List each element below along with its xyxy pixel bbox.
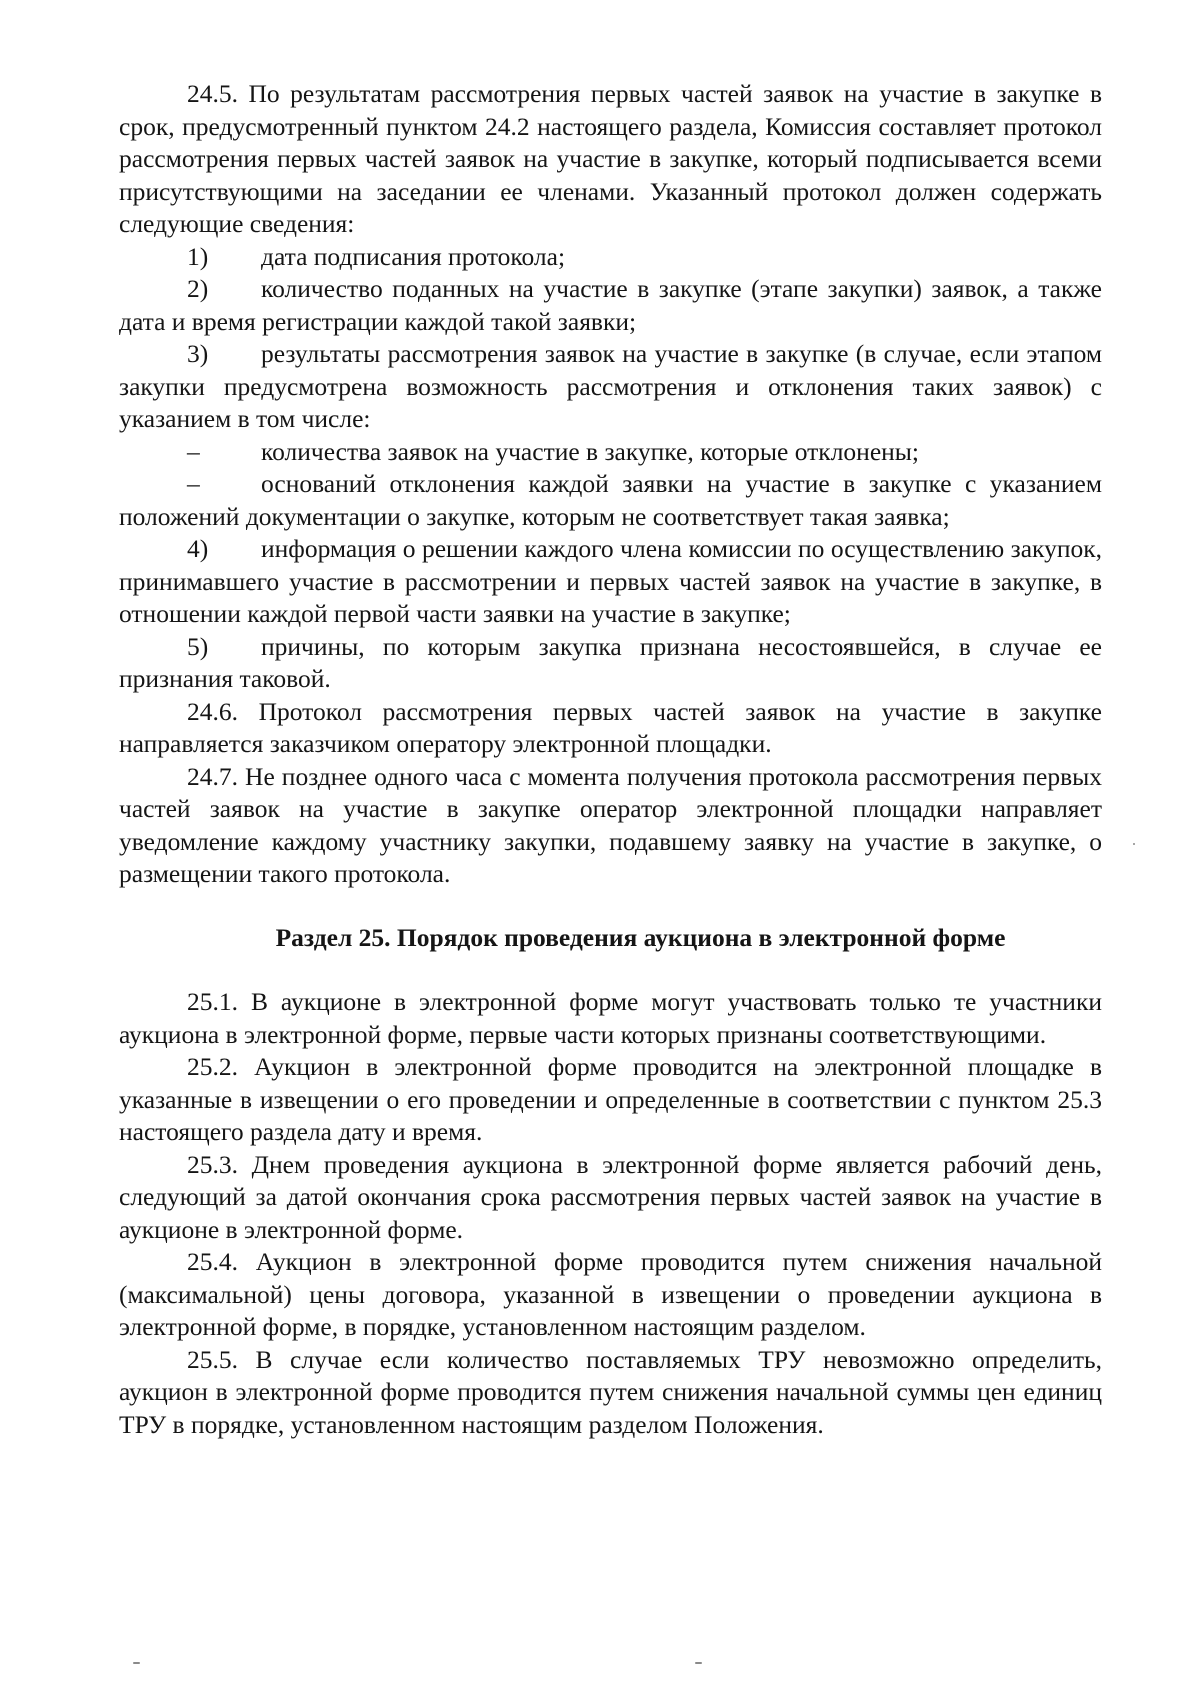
list-marker: 2)	[187, 274, 209, 303]
list-item	[119, 631, 1102, 696]
list-item-text: количество поданных на участие в закупке (этапе закупки) заявок, а также дата и время регистрации каждой такой заявки;	[119, 274, 1102, 336]
list-item-text: результаты рассмотрения заявок на участие в закупке (в случае, если этапом закупки предусмотрена возможность рассмотрения и отклонения таких заявок) с указанием в том числе:	[119, 339, 1102, 433]
paragraph-25-4: 25.4. Аукцион в электронной форме проводится путем снижения начальной (максимальной) цены договора, указанной в извещении о проведении аукциона в электронной форме, в порядке, установленном настоящим разделом.	[119, 1247, 1102, 1341]
list-marker: 1)	[187, 241, 209, 271]
list-item-text: информация о решении каждого члена комиссии по осуществлению закупок, принимавшего участие в рассмотрении и первых частей заявок на участие в закупке, в отношении каждой первой части заявки на участие в закупке;	[119, 534, 1102, 628]
paragraph-24-5: 24.5. По результатам рассмотрения первых частей заявок на участие в закупке в срок, предусмотренный пунктом 24.2 настоящего раздела, Комиссия составляет протокол рассмотрения первых частей заявок на участие в закупке, который подписывается всеми присутствующими на заседании ее членами. Указанный протокол должен содержать следующие сведения:	[119, 79, 1102, 238]
scan-speck	[1133, 843, 1135, 845]
list-item	[119, 338, 1102, 436]
section-title: Раздел 25. Порядок проведения аукциона в электронной форме	[275, 922, 1006, 952]
list-item-text: количества заявок на участие в закупке, которые отклонены;	[261, 436, 919, 466]
list-marker: –	[187, 436, 200, 466]
list-marker: 5)	[187, 631, 209, 661]
scan-speck	[133, 1662, 140, 1664]
list-item	[119, 468, 1102, 533]
list-item	[119, 436, 1102, 469]
list-item-text: оснований отклонения каждой заявки на участие в закупке с указанием положений документации о закупке, которым не соответствует такая заявка;	[119, 469, 1102, 531]
paragraph-25-3: 25.3. Днем проведения аукциона в электронной форме является рабочий день, следующий за датой окончания срока рассмотрения первых частей заявок на участие в аукционе в электронной форме.	[119, 1149, 1102, 1244]
list-marker: –	[187, 469, 200, 498]
paragraph-25-1: 25.1. В аукционе в электронной форме могут участвовать только те участники аукциона в электронной форме, первые части которых признаны соответствующими.	[119, 987, 1102, 1049]
list-item-text: причины, по которым закупка признана несостоявшейся, в случае ее признания таковой.	[119, 631, 1102, 693]
paragraph-25-2: 25.2. Аукцион в электронной форме проводится на электронной площадке в указанные в извещении о его проведении и определенные в соответствии с пунктом 25.3 настоящего раздела дату и время.	[119, 1052, 1102, 1146]
list-item	[119, 533, 1102, 631]
paragraph-24-6: 24.6. Протокол рассмотрения первых частей заявок на участие в закупке направляется заказчиком оператору электронной площадки.	[119, 696, 1102, 758]
paragraph-25-5: 25.5. В случае если количество поставляемых ТРУ невозможно определить, аукцион в электронной форме проводится путем снижения начальной суммы цен единиц ТРУ в порядке, установленном настоящим разделом Положения.	[119, 1344, 1102, 1439]
paragraph-24-7: 24.7. Не позднее одного часа с момента получения протокола рассмотрения первых частей заявок на участие в закупке оператор электронной площадки направляет уведомление каждому участнику закупки, подавшему заявку на участие в закупке, о размещении такого протокола.	[119, 761, 1102, 888]
list-marker: 4)	[187, 534, 209, 563]
scan-speck	[695, 1662, 702, 1664]
list-marker: 3)	[187, 339, 209, 368]
document-body	[119, 78, 1102, 1441]
list-item-text: дата подписания протокола;	[261, 241, 566, 271]
list-item	[119, 273, 1102, 338]
list-item	[119, 241, 1102, 274]
